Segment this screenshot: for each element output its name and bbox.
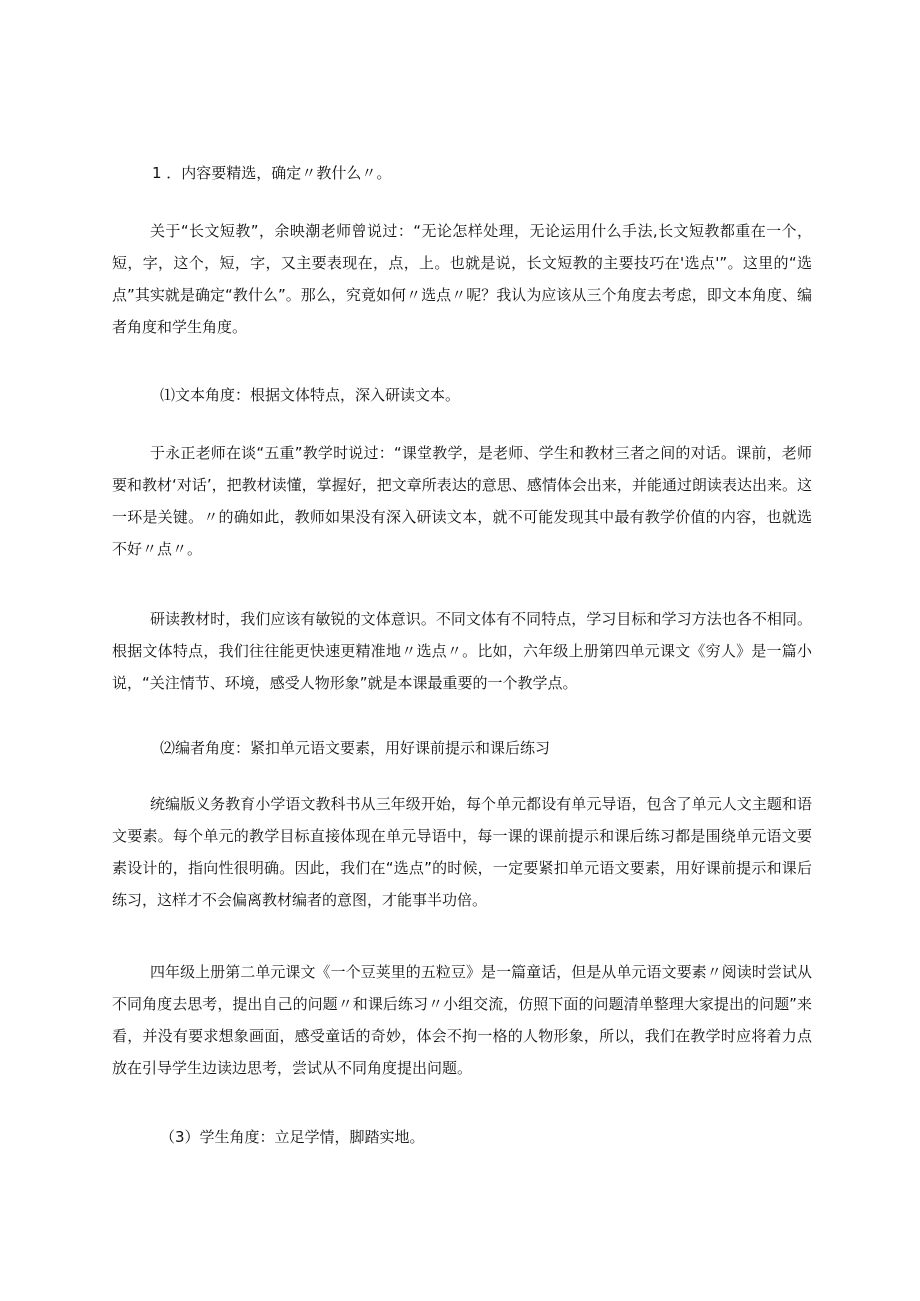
paragraph-yu-yongzheng-quote: 于永正老师在谈“五重”教学时说过：“课堂教学，是老师、学生和教材三者之间的对话。课前，老师要和教材‘对话’，把教材读懂，掌握好，把文章所表达的意思、感情体会出来，并能通过朗读表达出来。这一环是关键。〃的确如此，教师如果没有深入研读文本，就不可能发现其中最有教学价值的内容，也就选不好〃点〃。 — [112, 444, 812, 558]
paragraph-genre-awareness: 研读教材时，我们应该有敏锐的文体意识。不同文体有不同特点，学习目标和学习方法也各不相同。根据文体特点，我们往往能更快速更精准地〃选点〃。比如，六年级上册第四单元课文《穷人》是一篇小说，“关注情节、环境，感受人物形象”就是本课最重要的一个教学点。 — [112, 610, 812, 692]
subheading-student-angle: （3）学生角度：立足学情，脚踏实地。 — [160, 1128, 425, 1146]
section-heading-content-selection: 1 ．内容要精选，确定〃教什么〃。 — [152, 164, 392, 182]
paragraph-unit-elements: 统编版义务教育小学语文教科书从三年级开始，每个单元都设有单元导语，包含了单元人文主题和语文要素。每个单元的教学目标直接体现在单元导语中，每一课的课前提示和课后练习都是围绕单元语文要素设计的，指向性很明确。因此，我们在“选点”的时候，一定要紧扣单元语文要素，用好课前提示和课后练习，这样才不会偏离教材编者的意图，才能事半功倍。 — [112, 795, 812, 909]
document-page — [112, 0, 812, 1301]
paragraph-long-text-short-teaching: 关于“长文短教”，余映潮老师曾说过：“无论怎样处理，无论运用什么手法,长文短教都重在一个，短，字，这个，短，字，又主要表现在，点，上。也就是说，长文短教的主要技巧在'选点'”。这里的“选点”其实就是确定“教什么”。那么，究竟如何〃选点〃呢？我认为应该从三个角度去考虑，即文本角度、编者角度和学生角度。 — [112, 222, 812, 336]
subheading-text-angle: ⑴文本角度：根据文体特点，深入研读文本。 — [160, 386, 461, 404]
subheading-editor-angle: ⑵编者角度：紧扣单元语文要素，用好课前提示和课后练习 — [160, 739, 551, 757]
paragraph-five-peas-example: 四年级上册第二单元课文《一个豆荚里的五粒豆》是一篇童话，但是从单元语文要素〃阅读时尝试从不同角度去思考，提出自己的问题〃和课后练习〃小组交流，仿照下面的问题清单整理大家提出的问题”来看，并没有要求想象画面，感受童话的奇妙，体会不拘一格的人物形象，所以，我们在教学时应将着力点放在引导学生边读边思考，尝试从不同角度提出问题。 — [112, 963, 812, 1077]
